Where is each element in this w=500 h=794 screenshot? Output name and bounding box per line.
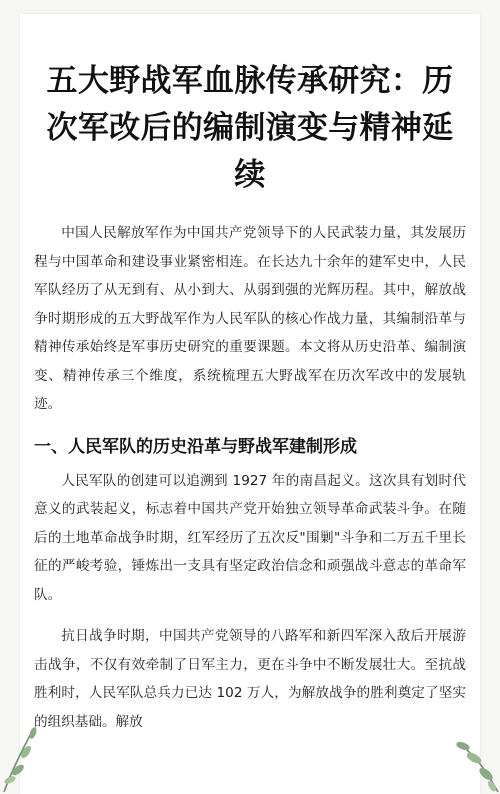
document-body — [34, 219, 466, 736]
leaf-branch-icon — [0, 704, 60, 794]
section-heading: 一、人民军队的历史沿革与野战军建制形成 — [34, 436, 357, 457]
body-paragraph: 人民军队的创建可以追溯到 1927 年的南昌起义。这次具有划时代意义的武装起义，标志着中国共产党开始独立领导革命武装斗争。在随后的土地革命战争时期，红军经历了五次反"围剿"斗争和二万五千里长征的严峻考验，锤炼出一支具有坚定政治信念和顽强战斗意志的革命军队。 — [34, 472, 466, 603]
intro-paragraph: 中国人民解放军作为中国共产党领导下的人民武装力量，其发展历程与中国革命和建设事业紧密相连。在长达九十余年的建军史中，人民军队经历了从无到有、从小到大、从弱到强的光辉历程。其中，解放战争时期形成的五大野战军作为人民军队的核心作战力量，其编制沿革与精神传承始终是军事历史研究的重要课题。本文将从历史沿革、编制演变、精神传承三个维度，系统梳理五大野战军在历次军改中的发展轨迹。 — [34, 225, 466, 412]
document-title: 五大野战军血脉传承研究：历次军改后的编制演变与精神延续 — [46, 63, 454, 193]
leaf-branch-icon — [430, 714, 500, 794]
body-paragraph: 抗日战争时期，中国共产党领导的八路军和新四军深入敌后开展游击战争，不仅有效牵制了日军主力，更在斗争中不断发展壮大。至抗战胜利时，人民军队总兵力已达 102 万人，为解放战争的胜利奠定了坚实的组织基础。解放 — [34, 628, 466, 730]
document-sheet — [20, 14, 480, 794]
